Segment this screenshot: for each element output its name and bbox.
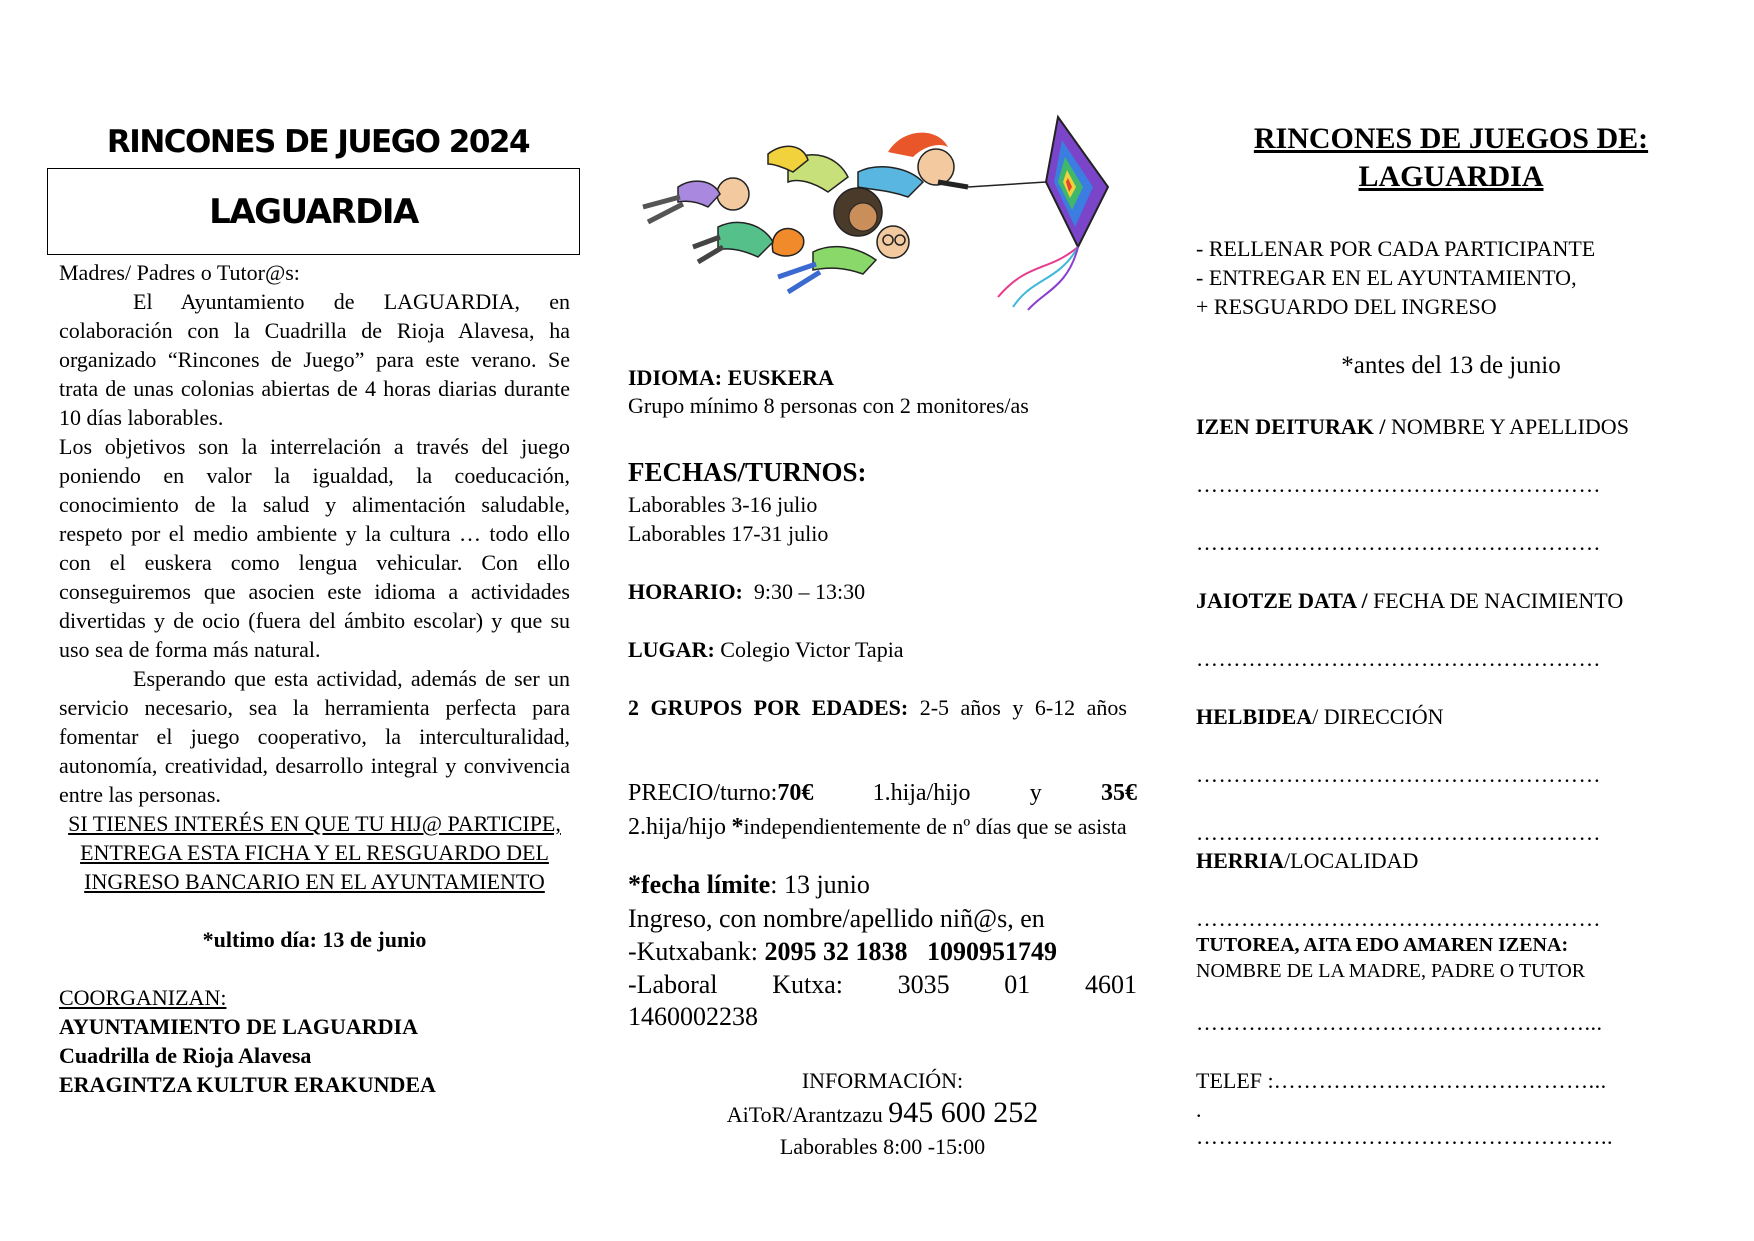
language-label: IDIOMA: EUSKERA	[628, 365, 834, 390]
field-phone-label: TELEF :	[1196, 1068, 1274, 1093]
info-names: AiToR/Arantzazu	[726, 1102, 883, 1127]
location-label: LUGAR:	[628, 637, 715, 662]
schedule	[628, 577, 865, 606]
info-label: INFORMACIÓN:	[801, 1068, 964, 1093]
intro-paragraph: El Ayuntamiento de LAGUARDIA, en colaboración con la Cuadrilla de Rioja Alavesa, ha organizado “Rincones de Juego” para este verano. Se trata de unas colonias abiertas de 4 horas diarias durante 10 días laborables.	[59, 289, 570, 430]
left-title: RINCONES DE JUEGO 2024	[106, 124, 530, 160]
instruction-2: - ENTREGAR EN EL AYUNTAMIENTO,	[1196, 265, 1577, 290]
price-first-text: 1.hija/hijo	[872, 780, 971, 806]
laboral-n1: 3035	[897, 970, 950, 999]
field-guardian-line[interactable]: ……….……………………………………...	[1196, 1010, 1603, 1035]
field-birthdate-line[interactable]: ………………………………………………	[1196, 646, 1601, 671]
schedule-label: HORARIO:	[628, 579, 743, 604]
price-note	[628, 812, 1137, 842]
objectives-paragraph: Los objetivos son la interrelación a través del juego poniendo en valor la igualdad, la coeducación, conocimiento de la salud y alimentación saludable, respeto por el medio ambiente y la cultura … todo ello con el euskera como lengua vehicular. Con ello conseguiremos que asocien este idioma a actividades divertidas y de ocio (fuera del ámbito escolar) y que su uso sea de forma más natural.	[59, 434, 570, 662]
info-hours: Laborables 8:00 -15:00	[779, 1134, 986, 1159]
instruction-1: - RELLENAR POR CADA PARTICIPANTE	[1196, 236, 1596, 261]
field-address-line-1[interactable]: ………………………………………………	[1196, 762, 1601, 787]
field-town-label	[1196, 846, 1418, 875]
field-town-label-eu: HERRIA	[1196, 848, 1285, 873]
price-second-text: 2.hija/hijo	[628, 814, 726, 840]
kids-kite-image	[638, 112, 1118, 312]
field-town-label-es: /LOCALIDAD	[1284, 848, 1419, 873]
payment-info: Ingreso, con nombre/apellido niñ@s, en	[628, 904, 1045, 933]
laboral-account-end: 1460002238	[628, 1002, 758, 1031]
field-town-line[interactable]: ………………………………………………	[1196, 906, 1601, 931]
greeting: Madres/ Padres o Tutor@s:	[59, 260, 300, 285]
field-birthdate-label-es: FECHA DE NACIMIENTO	[1367, 588, 1624, 613]
field-name-line-1[interactable]: ………………………………………………	[1196, 472, 1601, 497]
field-address-label-eu: HELBIDEA	[1196, 704, 1313, 729]
deadline-line	[628, 868, 870, 901]
coorganizer-3: ERAGINTZA KULTUR ERAKUNDEA	[59, 1072, 436, 1097]
field-address-label-es: / DIRECCIÓN	[1312, 704, 1444, 729]
child-red-hair	[858, 133, 968, 197]
price-and: y	[1029, 780, 1042, 806]
kutxabank-label: -Kutxabank:	[628, 937, 758, 966]
field-guardian-label-es: NOMBRE DE LA MADRE, PADRE O TUTOR	[1196, 960, 1586, 982]
coorganizer-1: AYUNTAMIENTO DE LAGUARDIA	[59, 1014, 418, 1039]
laboral-label: -Laboral	[628, 970, 718, 999]
field-name-label	[1196, 412, 1629, 441]
field-address-label	[1196, 702, 1444, 731]
laboral-n3: 4601	[1084, 970, 1137, 999]
location-value: Colegio Victor Tapia	[720, 637, 904, 662]
kutxabank-line	[628, 935, 1057, 968]
info-phone: 945 600 252	[888, 1096, 1039, 1129]
turn-2: Laborables 17-31 julio	[628, 521, 829, 546]
coorganizers-label: COORGANIZAN:	[59, 985, 227, 1010]
child-orange-hair	[693, 222, 804, 262]
laboral-line	[628, 968, 1137, 1001]
price-star: *	[731, 814, 744, 840]
field-birthdate-label	[1196, 586, 1623, 615]
laboral-n2: 01	[1004, 970, 1031, 999]
field-guardian-label-eu: TUTOREA, AITA EDO AMAREN IZENA:	[1196, 934, 1569, 956]
age-groups	[628, 693, 1137, 722]
before-date: *antes del 13 de junio	[1341, 352, 1561, 379]
closing-paragraph: Esperando que esta actividad, además de ser un servicio necesario, sea la herramienta perfecta para fomentar el juego cooperativo, la interculturalidad, autonomía, creatividad, desarrollo integral y convivencia entre las personas.	[59, 666, 570, 807]
child-bald	[643, 178, 749, 222]
field-phone[interactable]	[1196, 1066, 1607, 1095]
kite-icon	[968, 117, 1108, 310]
coorganizer-2: Cuadrilla de Rioja Alavesa	[59, 1043, 312, 1068]
turn-1: Laborables 3-16 julio	[628, 492, 818, 517]
deadline-label: *fecha límite	[628, 870, 771, 899]
field-address-line-2[interactable]: ………………………………………………	[1196, 820, 1601, 845]
dates-label: FECHAS/TURNOS:	[628, 457, 867, 487]
price-note-text: independientemente de nº días que se asista	[743, 814, 1127, 839]
deadline-value: : 13 junio	[770, 870, 870, 899]
age-groups-value: 2-5 años y 6-12 años	[919, 695, 1127, 720]
field-phone-line[interactable]: ……………………………………...	[1273, 1068, 1607, 1093]
instruction-3: + RESGUARDO DEL INGRESO	[1196, 294, 1497, 319]
field-name-label-eu: IZEN DEITURAK /	[1196, 414, 1386, 439]
group-size: Grupo mínimo 8 personas con 2 monitores/as	[628, 393, 1029, 418]
age-groups-label: 2 GRUPOS POR EDADES:	[628, 695, 909, 720]
deadline-note: *ultimo día: 13 de junio	[202, 927, 427, 952]
form-title-2: LAGUARDIA	[1358, 160, 1544, 193]
kutxabank-account: 2095 32 1838 1090951749	[764, 937, 1057, 966]
field-name-label-es: NOMBRE Y APELLIDOS	[1385, 414, 1629, 439]
laboral-word: Kutxa:	[772, 970, 843, 999]
interest-notice: SI TIENES INTERÉS EN QUE TU HIJ@ PARTICIPE, ENTREGA ESTA FICHA Y EL RESGUARDO DEL INGRESO BANCARIO EN EL AYUNTAMIENTO	[68, 811, 561, 894]
field-name-line-2[interactable]: ………………………………………………	[1196, 530, 1601, 555]
form-title-1: RINCONES DE JUEGOS DE:	[1253, 122, 1649, 155]
price-row	[628, 778, 1137, 808]
field-phone-dot: .	[1196, 1097, 1202, 1122]
price-second: 35€	[1101, 780, 1137, 806]
schedule-value: 9:30 – 13:30	[753, 579, 866, 604]
left-body	[59, 258, 570, 1099]
info-contact	[628, 1096, 1137, 1132]
kids-kite-illustration	[638, 112, 1118, 312]
field-phone-line-2[interactable]: ………………………………………………..	[1196, 1124, 1613, 1149]
child-dark-hair	[768, 146, 882, 236]
price-label: PRECIO/turno:	[628, 780, 778, 806]
field-birthdate-label-eu: JAIOTZE DATA /	[1196, 588, 1368, 613]
location-title-box: LAGUARDIA	[47, 168, 580, 255]
price-first: 70€	[777, 780, 814, 806]
location	[628, 635, 904, 664]
